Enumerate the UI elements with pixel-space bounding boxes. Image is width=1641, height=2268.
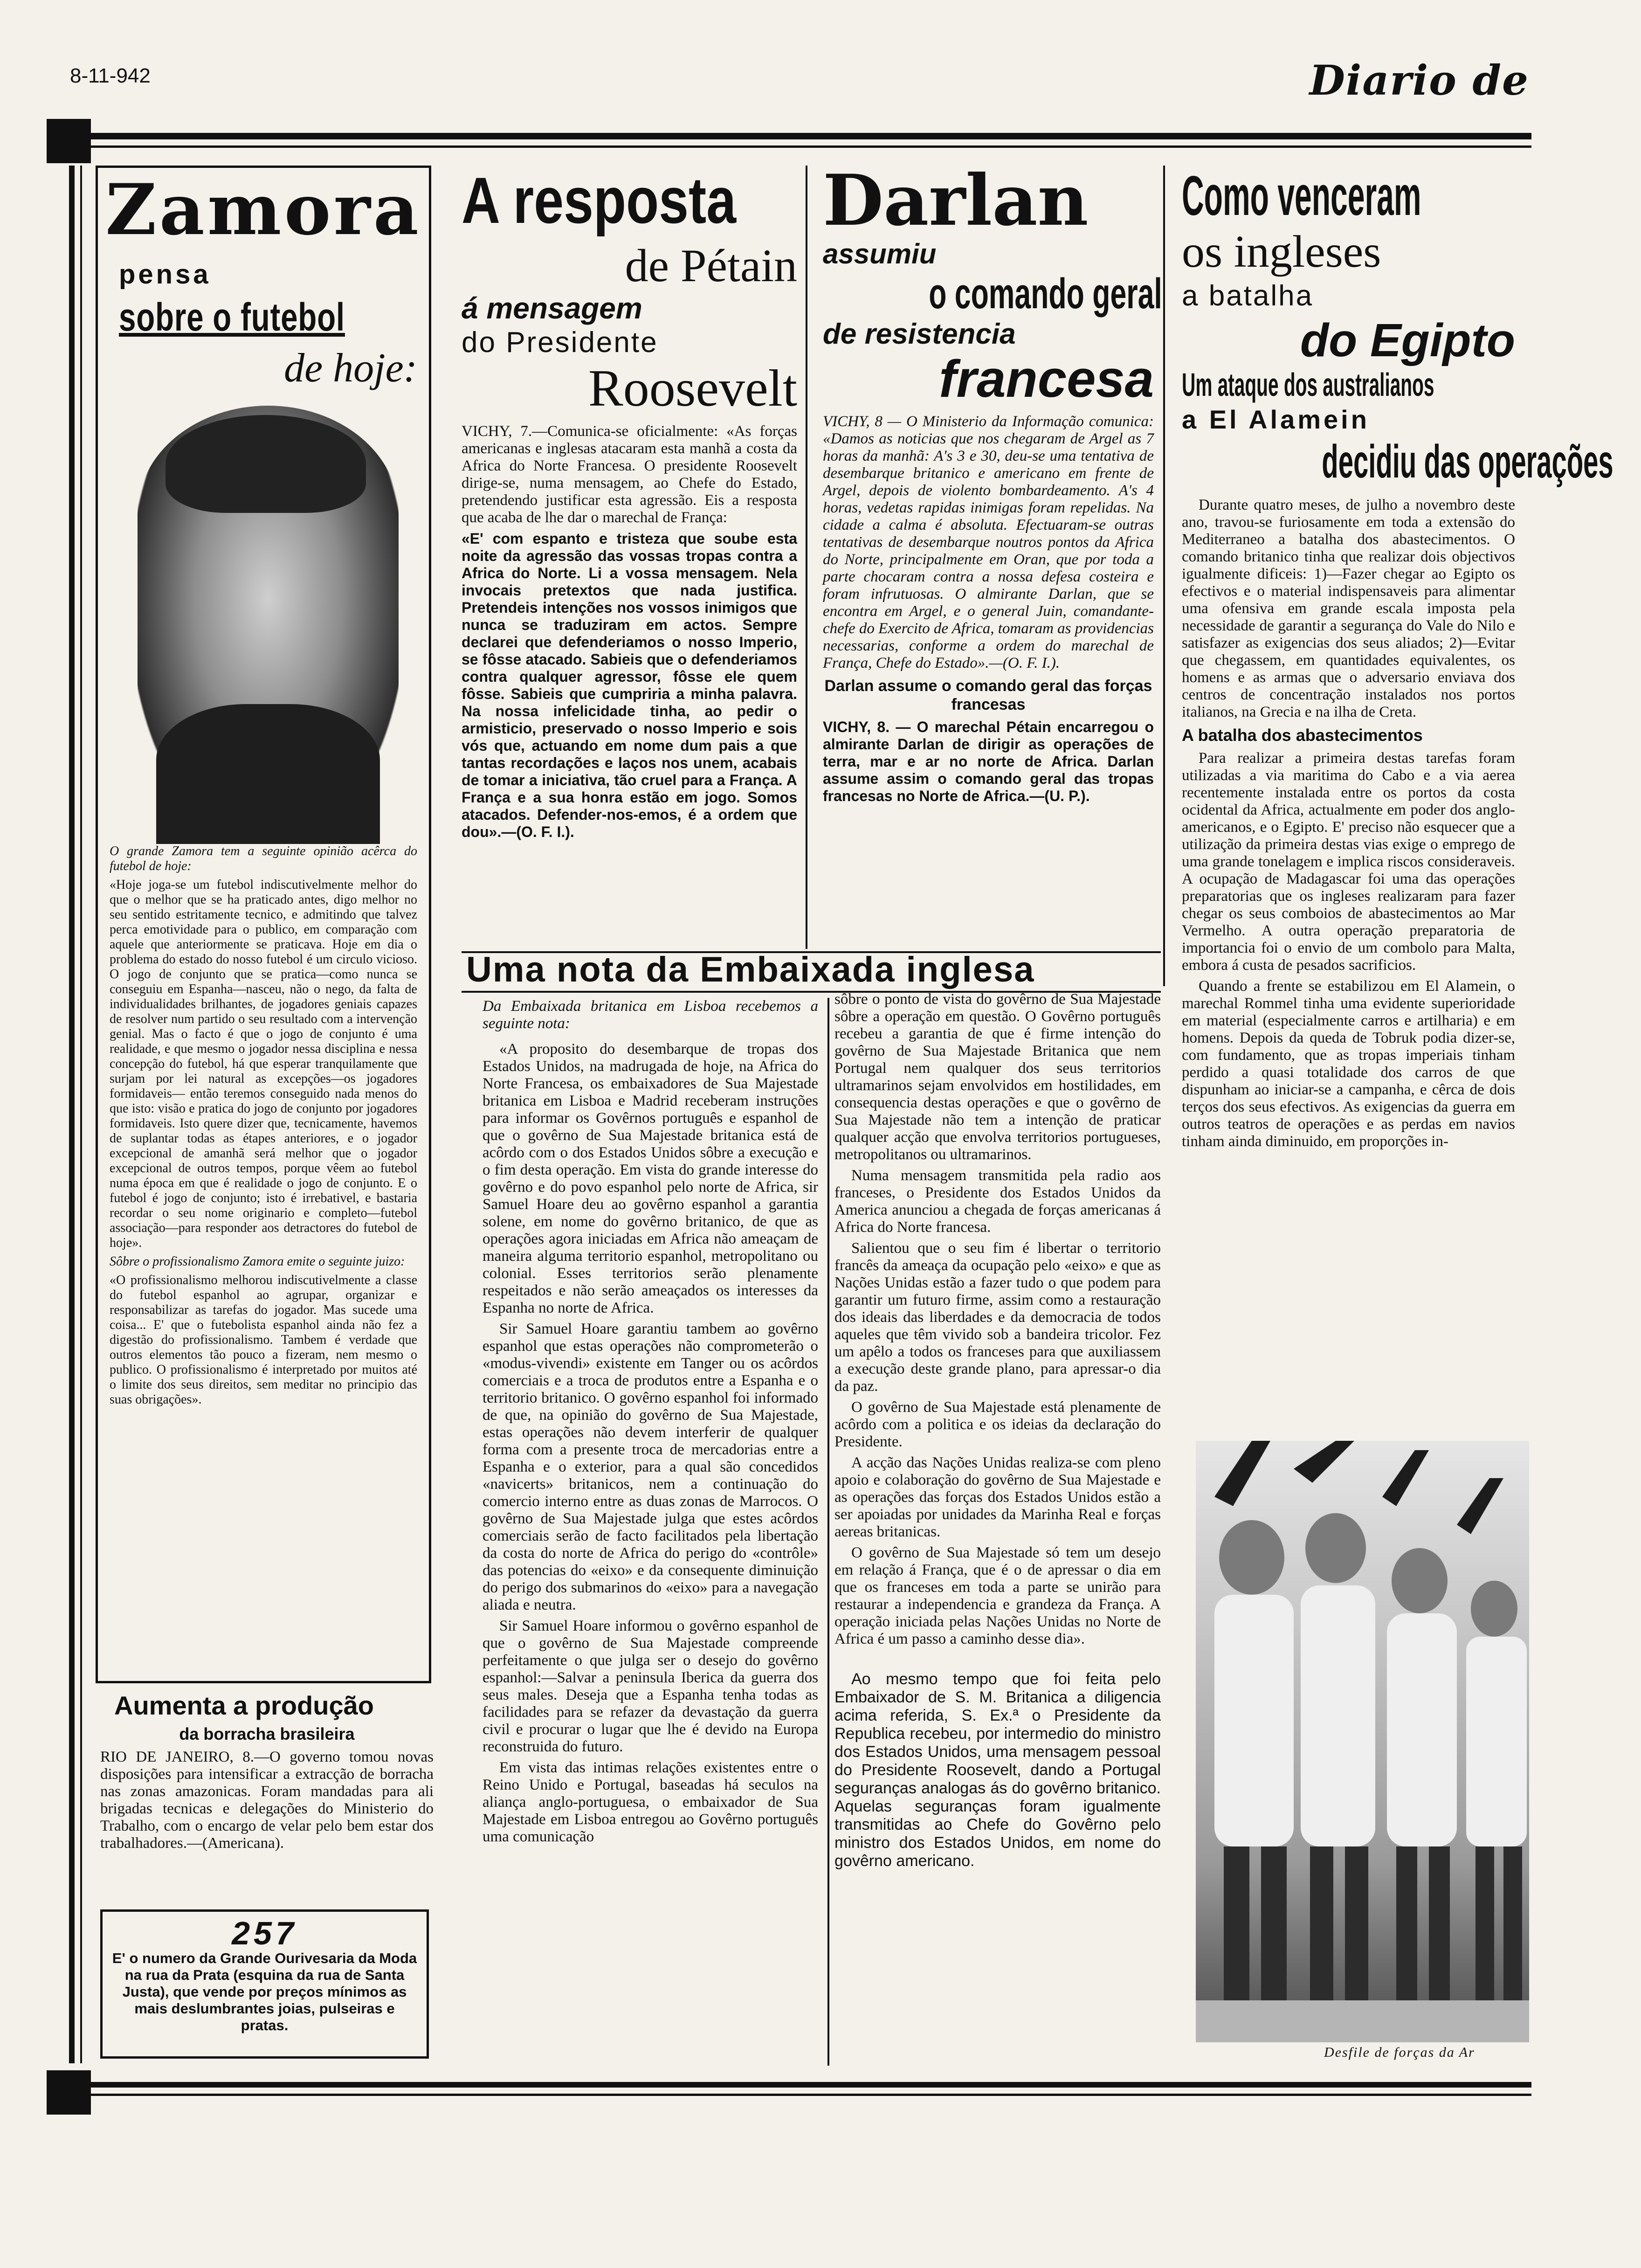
nota-col1-p4: Em vista das intimas relações existentes entre o Reino Unido e Portugal, baseadas há seculos na aliança anglo-portuguesa, o embaixador de Sua Majestade em Lisboa entregou ao Govêrno português uma comunicação — [483, 1759, 818, 1845]
zamora-hoje: de hoje: — [284, 346, 417, 391]
darlan-h1: Darlan — [823, 159, 1089, 242]
issue-date: 8-11-942 — [70, 64, 151, 87]
parade-photo-caption: Desfile de forças da Ar — [1324, 2045, 1475, 2060]
egipto-p1: Durante quatro meses, de julho a novembro deste ano, travou-se furiosamente em toda a extensão do Mediterraneo a batalha dos abastecimentos. O comando britanico tinha que realizar dois objectivos igualmente dificeis: 1)—Fazer chegar ao Egipto os efectivos e o material indispensaveis para alimentar uma ofensiva em grande escala imposta pela necessidade de garantir a segurança do Vale do Nilo e satisfazer as exigencias dos seus aliados; 2)—Evitar que chegassem, em quantidades equivalentes, os homens e as armas que o adversario enviava dos centros de concentração instalados nos portos italianos, na Grecia e na ilha de Creta. — [1182, 497, 1515, 720]
zamora-column — [105, 170, 422, 1679]
egipto-article — [1182, 161, 1613, 1383]
left-border-line-2 — [80, 166, 82, 2063]
left-border-line — [69, 166, 75, 2063]
ad-number: 257 — [232, 1915, 297, 1951]
nota-col1-p2: Sir Samuel Hoare garantiu tambem ao govêrno espanhol que estas operações não comprometerão o «modus-vivendi» existente em Tanger ou os acôrdos comerciais e a troca de produtos entre a Espanha e o territorio britanico. O govêrno espanhol foi informado de que, na opinião do govêrno de Sua Majestade, estas operações não devem interferir de qualquer forma com a presente troca de mercadorias entre a Espanha e o exterior, para a qual são concedidos «navicerts» britanicos, nem a continuação do comercio interno entre as duas zonas de Marrocos. O govêrno de Sua Majestade julga que estes acôrdos comerciais serão de facto facilitados pela libertação da costa do norte de Africa do perigo do «contrôle» das potencias do «eixo» e da consequente diminuição do perigo dos submarinos do «eixo» para a navegação aliada e neutra. — [483, 1321, 818, 1613]
zamora-title: Zamora — [105, 169, 421, 251]
darlan-p2: VICHY, 8. — O marechal Pétain encarregou o almirante Darlan de dirigir as operações de terra, mar e ar no norte de Africa. Darlan assume assim o comando geral das tropas francesas no Norte de Africa.—(U. P.). — [823, 719, 1154, 804]
zamora-paragraph-1: «Hoje joga-se um futebol indiscutivelmente melhor do que o melhor que se ha praticado antes, digo melhor no seu sentido estritamente tecnico, e admitindo que talvez perca emotividade para o publico, em comparação com aquele que anteriormente se praticava. Hoje em dia o problema do estado do nosso futebol é um circulo vicioso. O jogo de conjunto que se pratica—como nunca se conseguiu em Espanha—nasceu, não o nego, da falta de individualidades brilhantes, de jogadores geniais capazes de resolver num partido o seu resultado com a intervenção genial. Mas o facto é que o jogo de conjunto é uma realidade, e que mesmo o jogador nessa disciplina e nessa concepção do futebol, há que esperar tranquilamente que surjam por lei natural as excepções—os jogadores formidaveis— então teremos conseguido nada menos do que isto: visão e pratica do jogo de conjunto por jogadores formidaveis. Isto quere dizer que, tecnicamente, havemos de suplantar todas as étapes anteriores, e o jogador excepcional de amanhã será melhor que o jogador excepcional de outros tempos, porque vêem ao futebol numa época em que é realidade o jogo de conjunto. E o futebol é jogo de conjunto; isto é irrebativel, e bastaria recordar o seu nome originario e completo—futebol associação—para responder aos detractores do futebol de hoje». — [110, 878, 417, 1250]
zamora-portrait — [138, 406, 399, 835]
egipto-h6: a El Alamein — [1182, 405, 1370, 434]
nota-column-2 — [834, 991, 1161, 2068]
resposta-h3: á mensagem — [462, 291, 642, 325]
darlan-h3: o comando geral — [929, 270, 1162, 318]
col-divider-3 — [827, 998, 829, 2066]
nota-title: Uma nota da Embaixada inglesa — [466, 950, 1035, 989]
masthead: Diario de — [1309, 56, 1529, 104]
borracha-subtitle: da borracha brasileira — [179, 1724, 355, 1743]
bottom-rule-thin — [91, 2094, 1531, 2096]
parade-photo-drawing — [1196, 1441, 1529, 2042]
darlan-h5: francesa — [939, 350, 1154, 408]
darlan-h2: assumiu — [823, 238, 937, 270]
darlan-h4: de resistencia — [823, 318, 1016, 350]
nota-separator — [834, 1652, 1161, 1670]
ad-box — [100, 1909, 429, 2059]
egipto-subheading: A batalha dos abastecimentos — [1182, 726, 1423, 745]
resposta-h5: Roosevelt — [588, 360, 797, 417]
col-divider-2 — [1163, 166, 1165, 986]
zamora-caption: O grande Zamora tem a seguinte opinião acêrca do futebol de hoje: — [110, 844, 417, 873]
nota-col2-p3: Salientou que o seu fim é libertar o territorio francês da ameaça da ocupação pelo «eixo» e que as Nações Unidas estão a fazer tudo o que podem para garantir um futuro firme, assim como a restauração dos ideais das liberdades e da democracia de todos aqueles que têm vivido sob a bandeira tricolor. Fez um apêlo a todos os franceses para que auxiliassem a execução deste grande plano, para apressar-o dia da paz. — [834, 1240, 1161, 1395]
nota-col2-p4: O govêrno de Sua Majestade está plenamente de acôrdo com a politica e os ideias da declaração do Presidente. — [834, 1399, 1161, 1450]
resposta-p1: VICHY, 7.—Comunica-se oficialmente: «As forças americanas e inglesas atacaram esta manhã a costa da Africa do Norte Francesa. O presidente Roosevelt dirige-se, numa mensagem, ao Chefe do Estado, pretendendo justificar esta agressão. Eis a resposta que acaba de lhe dar o marechal de França: — [462, 423, 797, 526]
ad-text: E' o numero da Grande Ourivesaria da Moda na rua da Prata (esquina da rua de Santa Justa), que vende por preços mínimos as mais deslumbrantes joias, pulseiras e pratas. — [112, 1950, 417, 2033]
resposta-h1: A resposta — [462, 164, 737, 237]
parade-photo — [1196, 1441, 1529, 2042]
nota-col2-p1: sôbre o ponto de vista do govêrno de Sua Majestade sôbre a operação em questão. O Govêrno português recebeu a garantia de que é firme intenção do govêrno de Sua Majestade Britanica que nem Portugal nem qualquer dos seus territorios ultramarinos sejam envolvidos em hostilidades, em consequencia destas operações e que o govêrno de Sua Majestade não tem a intenção de praticar qualquer acção que envolva territorios portugueses, metropolitanos ou ultramarinos. — [834, 991, 1161, 1163]
egipto-h3: a batalha — [1182, 280, 1314, 312]
borracha-article — [100, 1690, 434, 1891]
zamora-paragraph-2: Sôbre o profissionalismo Zamora emite o seguinte juizo: — [110, 1254, 405, 1269]
darlan-p1: VICHY, 8 — O Ministerio da Informação comunica: «Damos as noticias que nos chegaram de Argel as 7 horas da manhã: A's 3 e 30, deu-se uma tentativa de desembarque britanico e americano em frente de Argel, depois de violento bombardeamento. A's 4 horas, vedetas rapidas inimigas foram repelidas. Na cidade a calma é absoluta. Efectuaram-se outras tentativas de desembarque noutros pontos da Africa do Norte, principalmente em Oran, que por toda a parte chocaram contra a nossa defesa costeira e foram infrutuosas. O almirante Darlan, que se encontra em Argel, e o general Juin, comandante-chefe do Exercito de Africa, tomaram as providencias necessarias, conforme a ordem do marechal de França, Chefe do Estado».—(O. F. I.). — [823, 413, 1154, 671]
zamora-sobre: sobre o futebol — [119, 295, 345, 339]
nota-col2-p6: O govêrno de Sua Majestade só tem um desejo em relação á França, que é o de apressar o dia em que os franceses em toda a parte se unirão para restaurar a independencia e grandeza da França. A operação iniciada pelas Nações Unidas no Norte de Africa é um passo a caminho desse dia». — [834, 1544, 1161, 1647]
borracha-text: RIO DE JANEIRO, 8.—O governo tomou novas disposições para intensificar a extracção de borracha nas zonas amazonicas. Foram mandadas para ali brigadas tecnicas e delegações do Ministerio do Trabalho, com o encargo de velar pelo bem estar dos trabalhadores.—(Americana). — [100, 1749, 434, 1852]
darlan-subheading: Darlan assume o comando geral das forças francesas — [824, 677, 1152, 713]
nota-col1-p3: Sir Samuel Hoare informou o govêrno espanhol de que o govêrno de Sua Majestade compreende perfeitamente o que julga ser o desejo do govêrno espanhol:—Salvar a peninsula Iberica da guerra dos seus males. Deseja que a Espanha tenha todas as facilidades para se refazer da devastação da guerra civil e procurar o lugar que lhe é devido na Europa reconstruida do futuro. — [483, 1618, 818, 1755]
bottom-rule-thick — [91, 2082, 1531, 2088]
egipto-h5: Um ataque dos australianos — [1182, 366, 1434, 403]
egipto-h2: os ingleses — [1182, 227, 1381, 277]
corner-block-bottom — [47, 2070, 91, 2115]
egipto-h4: do Egipto — [1300, 314, 1515, 366]
borracha-title: Aumenta a produção — [114, 1691, 374, 1720]
portrait-collar — [156, 704, 380, 844]
resposta-p2: «E' com espanto e tristeza que soube esta noite da agressão das vossas tropas contra a Africa do Norte. Li a vossa mensagem. Nela invocais pretextos que nada justifica. Pretendeis intenções nos vossos inimigos que nunca se traduziram em actos. Sempre declarei que defenderiamos o nosso Imperio, se fôsse atacado. Sabieis que o defenderiamos contra qualquer agressor, fôsse ele quem fôsse. Sabieis que cumpriria a minha palavra. Na nossa infelicidade tinha, ao pedir o armisticio, preservado o nosso Imperio e sois vós que, actuando em nome dum pais a que tantas recordações e laços nos unem, acabais de tomar a iniciativa, tão cruel para a França. A França e a sua honra estão em jogo. Somos atacados. Defender-nos-emos, é a ordem que dou».—(O. F. I.). — [462, 530, 797, 840]
egipto-p2: Para realizar a primeira destas tarefas foram utilizadas a via maritima do Cabo e a via aerea recentemente instalada entre os portos da costa ocidental da Africa, actualmente em poder dos anglo-americanos, e o Egipto. E' preciso não esquecer que a utilização da primeira destas vias exige o emprego de uma grande tonelagem e implica riscos consideraveis. A ocupação de Madagascar foi uma das operações preparatorias que os ingleses realizaram para fazer chegar os seus comboios de abastecimentos ao Mar Vermelho. A outra operação preparatoria de importancia foi o envio de um combolo para Malta, embora á custa de pesados sacrificios. — [1182, 750, 1515, 974]
darlan-article — [823, 159, 1162, 956]
nota-col2-p2: Numa mensagem transmitida pela radio aos franceses, o Presidente dos Estados Unidos da America anunciou a chegada de forças americanas á Africa do Norte francesa. — [834, 1167, 1161, 1236]
nota-intro: Da Embaixada britanica em Lisboa recebemos a seguinte nota: — [483, 998, 818, 1032]
nota-col2-p7: Ao mesmo tempo que foi feita pelo Embaixador de S. M. Britanica a diligencia acima referida, S. Ex.ª o Presidente da Republica recebeu, por intermedio do ministro dos Estados Unidos, uma mensagem pessoal do Presidente Roosevelt, dando a Portugal seguranças analogas ás do govêrno britanico. Aquelas seguranças foram igualmente transmitidas ao Chefe do Govêrno pelo ministro dos Estados Unidos, em nome do govêrno americano. — [834, 1670, 1161, 1870]
corner-block-top — [47, 119, 91, 163]
nota-col1-p1: «A proposito do desembarque de tropas dos Estados Unidos, na madrugada de hoje, na Africa do Norte Francesa, os embaixadores de Sua Majestade britanica em Lisboa e Madrid receberam instruções para informar os Govêrnos português e espanhol de que o govêrno de Sua Majestade britanica está de acôrdo com o dos Estados Unidos sôbre a execução e o fim desta operação. Em vista do grande interesse do govêrno e do povo espanhol pelo norte de Africa, sir Samuel Hoare deu ao govêrno espanhol a garantia solene, em nome do govêrno britanico, de que as operações agora iniciadas em Africa não ameaçam de maneira alguma territorio espanhol, metropolitano ou colonial. Esses territorios serão plenamente respeitados e não serão ameaçados os interesses da Espanha no norte de Africa. — [483, 1041, 818, 1316]
nota-column-1 — [483, 998, 818, 2070]
resposta-h4: do Presidente — [462, 326, 658, 359]
zamora-pensa: pensa — [119, 259, 211, 290]
egipto-p3: Quando a frente se estabilizou em El Alamein, o marechal Rommel tinha uma evidente superioridade em material (especialmente carros e artilharia) e em homens. Depois da queda de Tobruk podia dizer-se, com fundamento, que as tropas imperiais tinham perdido a quasi totalidade dos carros de que dispunham ao iniciar-se a campanha, e cêrca de dois terços dos seus efectivos. As exigencias da guerra em outros teatros de operações e as perdas em navios tinham ainda diminuido, em proporções in- — [1182, 978, 1515, 1150]
zamora-paragraph-3: «O profissionalismo melhorou indiscutivelmente a classe do futebol espanhol ao agrupar, organizar e responsabilizar as tarefas do jogador. Mas sucede uma coisa... E' que o futebolista espanhol ainda não fez a digestão do profissionalismo. Tambem é verdade que outros elementos tão pouco a fizeram, nem mesmo o publico. O profissionalismo é interpretado por muitos até o limite dos seus direitos, sem meditar no principio das suas obrigações». — [110, 1273, 417, 1407]
top-rule-thin — [91, 145, 1531, 148]
portrait-hair — [165, 415, 366, 513]
nota-col2-p5: A acção das Nações Unidas realiza-se com pleno apoio e colaboração do govêrno de Sua Majestade e as operações das forças dos Estados Unidos estão a ser apoiadas por unidades da Marinha Real e forças aereas britanicas. — [834, 1454, 1161, 1540]
col-divider-1 — [806, 166, 807, 949]
egipto-h7: decidiu das operações — [1322, 436, 1613, 488]
egipto-h1: Como venceram — [1182, 165, 1421, 227]
top-rule-thick — [91, 133, 1531, 139]
resposta-article — [462, 161, 797, 956]
resposta-h2: de Pétain — [625, 240, 797, 291]
